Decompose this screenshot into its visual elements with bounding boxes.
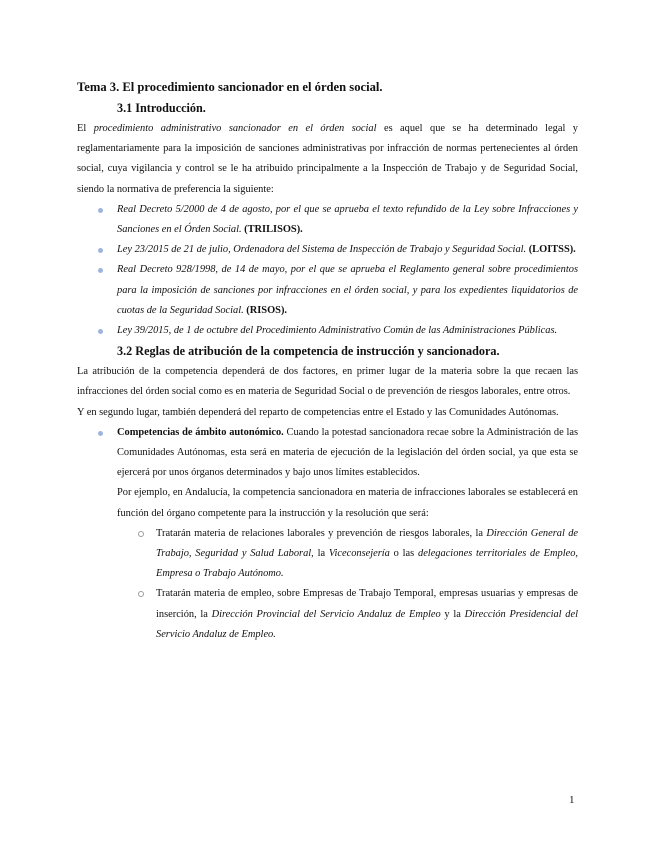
competence-text: Cuando la potestad sancionadora recae sobre la Administración de las Comunidades Autónomas, esta será en materia de ejecución de la legislación del órden social, ya que esta se ejercerá por unos órganos determinados y bajo unos límites establecidos. — [117, 426, 578, 479]
intro-text-a: El — [77, 123, 94, 134]
organ-italic: Dirección Provincial del Servicio Andaluz de Empleo — [211, 608, 441, 620]
law-title: Real Decreto 5/2000 de 4 de agosto, por el que se aprueba el texto refundido de la Ley sobre Infracciones y Sanciones en el Órden Social. — [117, 203, 578, 236]
law-item — [77, 260, 578, 321]
competence-paragraph-2: Y en segundo lugar, también dependerá del reparto de competencias entre el Estado y las Comunidades Autónomas. — [77, 406, 559, 418]
section-heading-reglas: 3.2 Reglas de atribución de la competencia de instrucción y sancionadora. — [117, 344, 500, 359]
intro-text-c: es aquel que se ha determinado legal y reglamentariamente para la imposición de sanciones administrativas por infracción de normas pertenecientes al órden social, cuya vigilancia y control se le ha atribuido principalmente a la Inspección de Trabajo y de Seguridad Social, siendo la normativa de preferencia la siguiente: — [77, 123, 578, 195]
organ-italic: Viceconsejería — [328, 548, 390, 560]
organ-text: o las — [389, 548, 418, 560]
competence-item-autonomico — [77, 423, 578, 484]
competence-bold-label: Competencias de ámbito autonómico. — [117, 426, 284, 438]
organ-text: Tratarán materia de empleo, sobre Empresas de Trabajo Temporal, empresas usuarias y empresas de inserción, la — [156, 588, 578, 620]
organ-text: y la — [440, 608, 465, 620]
organ-italic: delegaciones territoriales de Empleo, Empresa o Trabajo Autónomo. — [156, 548, 579, 580]
competence-list — [77, 423, 578, 484]
page-number: 1 — [569, 794, 575, 806]
document-body — [77, 76, 578, 645]
organ-text: Tratarán materia de relaciones laborales y prevención de riesgos laborales, la — [156, 527, 487, 539]
chapter-title: Tema 3. El procedimiento sancionador en el órden social. — [77, 80, 383, 94]
law-title: Ley 39/2015, de 1 de octubre del Procedimiento Administrativo Común de las Administraciones Públicas. — [117, 325, 558, 337]
intro-paragraph — [77, 119, 578, 200]
law-item — [77, 240, 578, 260]
andalucia-organ-list — [117, 524, 578, 645]
law-abbreviation: (TRILISOS). — [241, 224, 303, 236]
law-item — [77, 200, 578, 240]
law-list — [77, 200, 578, 341]
section-heading-introduccion: 3.1 Introducción. — [117, 101, 206, 115]
law-title: Real Decreto 928/1998, de 14 de mayo, por el que se aprueba el Reglamento general sobre procedimientos para la imposición de sanciones por infracciones en el órden social, y para los expedientes liquidatorios de cuotas de la Seguridad Social. — [117, 264, 578, 316]
organ-item — [117, 584, 578, 645]
law-item — [77, 321, 578, 341]
law-title: Ley 23/2015 de 21 de julio, Ordenadora del Sistema de Inspección de Trabajo y Seguridad Social. — [117, 244, 527, 256]
organ-item — [117, 524, 578, 585]
organ-italic: Dirección General de Trabajo, Seguridad y Salud Laboral, — [156, 527, 579, 560]
organ-text: la — [313, 548, 329, 560]
organ-italic: Dirección Presidencial del Servicio Andaluz de Empleo. — [156, 608, 578, 640]
competence-paragraph-1: La atribución de la competencia dependerá de dos factores, en primer lugar de la materia sobre la que recaen las infracciones del órden social como es en materia de Seguridad Social o de prevención de riesgos laborales, entre otros. — [77, 366, 578, 398]
law-abbreviation: (LOITSS). — [526, 244, 576, 256]
intro-italic-term: procedimiento administrativo sancionador en el órden social — [93, 123, 377, 134]
andalucia-example-paragraph: Por ejemplo, en Andalucía, la competencia sancionadora en materia de infracciones laborales se establecerá en función del órgano competente para la instrucción y la resolución que será: — [117, 487, 578, 519]
law-abbreviation: (RISOS). — [243, 304, 288, 316]
